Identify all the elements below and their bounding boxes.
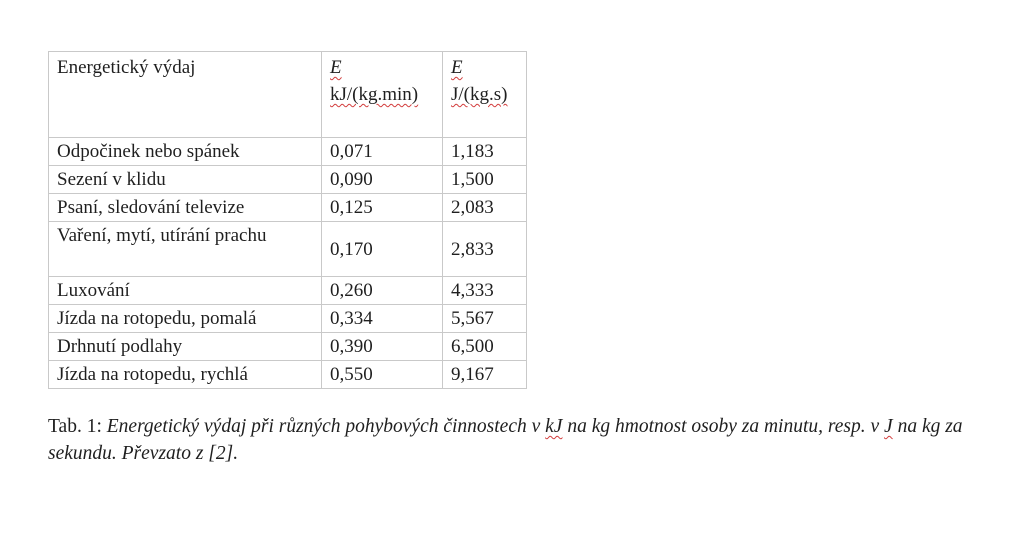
table-header-row [49,52,527,138]
activity-cell: Luxování [49,277,322,305]
caption-kj-unit: kJ [545,416,563,437]
activity-cell: Jízda na rotopedu, pomalá [49,305,322,333]
caption-j-unit: J [884,416,893,437]
kj-value-cell: 0,071 [322,138,443,166]
header-j-unit: J/(kg.s) [451,84,508,105]
header-kj-symbol: E [330,57,342,78]
header-kj-per-kg-min [322,52,443,138]
header-kj-unit: kJ/(kg.min) [330,84,419,105]
caption-text-part3: na kg za sekundu. Převzato z [2]. [48,416,963,464]
table-row [49,277,527,305]
kj-value-cell: 0,090 [322,166,443,194]
activity-cell: Jízda na rotopedu, rychlá [49,361,322,389]
table-row [49,194,527,222]
j-value-cell: 6,500 [443,333,527,361]
j-value-cell: 5,567 [443,305,527,333]
table-caption [48,413,1008,467]
kj-value-cell: 0,334 [322,305,443,333]
kj-value-cell: 0,550 [322,361,443,389]
j-value-cell: 1,500 [443,166,527,194]
table-row [49,333,527,361]
kj-value-cell: 0,170 [322,222,443,277]
table-row [49,222,527,277]
header-j-symbol: E [451,57,463,78]
table-row [49,305,527,333]
activity-cell: Drhnutí podlahy [49,333,322,361]
caption-text-part2: na kg hmotnost osoby za minutu, resp. v [562,416,885,437]
activity-cell: Vaření, mytí, utírání prachu [49,222,322,277]
j-value-cell: 1,183 [443,138,527,166]
header-activity [49,52,322,138]
activity-cell: Sezení v klidu [49,166,322,194]
j-value-cell: 2,833 [443,222,527,277]
header-j-per-kg-s [443,52,527,138]
j-value-cell: 2,083 [443,194,527,222]
kj-value-cell: 0,390 [322,333,443,361]
activity-cell: Psaní, sledování televize [49,194,322,222]
activity-cell: Odpočinek nebo spánek [49,138,322,166]
table-row [49,138,527,166]
caption-text-part1: Energetický výdaj při různých pohybových činnostech v [106,416,546,437]
kj-value-cell: 0,125 [322,194,443,222]
j-value-cell: 4,333 [443,277,527,305]
caption-label: Tab. 1: [48,416,107,437]
table-row [49,361,527,389]
j-value-cell: 9,167 [443,361,527,389]
kj-value-cell: 0,260 [322,277,443,305]
table-row [49,166,527,194]
energy-expenditure-table [48,51,527,389]
header-activity-label: Energetický výdaj [57,57,196,78]
